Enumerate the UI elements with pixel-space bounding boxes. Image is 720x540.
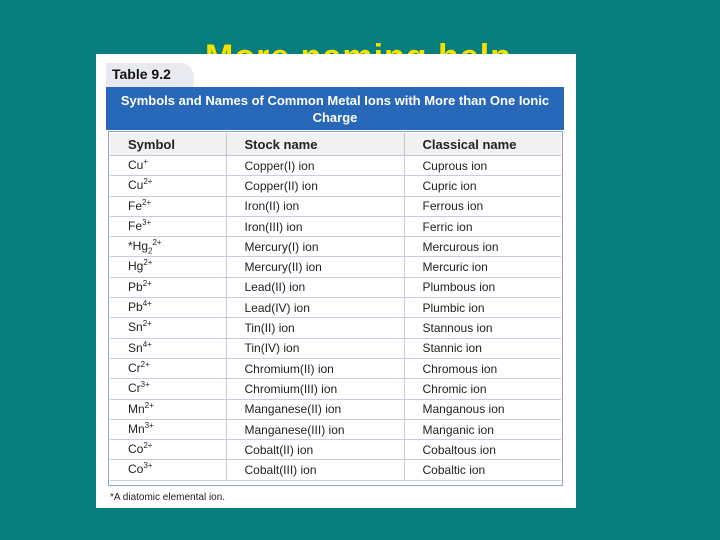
table-caption-bar <box>106 87 564 130</box>
symbol-charge: 3+ <box>140 380 150 390</box>
symbol-cell <box>110 156 226 176</box>
table-row <box>110 358 561 378</box>
symbol-charge: 2+ <box>140 359 150 369</box>
stock-name-cell: Lead(II) ion <box>226 277 404 297</box>
table-row <box>110 419 561 439</box>
symbol-base: Sn <box>128 340 143 355</box>
column-header-classical-name: Classical name <box>404 133 561 156</box>
table-row <box>110 298 561 318</box>
symbol-base: Co <box>128 462 144 477</box>
stock-name-cell: Mercury(I) ion <box>226 237 404 257</box>
stock-name-cell: Tin(II) ion <box>226 318 404 338</box>
symbol-cell <box>110 419 226 439</box>
symbol-cell <box>110 460 226 480</box>
symbol-base: Pb <box>128 279 143 294</box>
stock-name-cell: Chromium(III) ion <box>226 379 404 399</box>
symbol-base: Sn <box>128 320 143 335</box>
classical-name-cell: Cobaltic ion <box>404 460 561 480</box>
symbol-charge: 2+ <box>142 197 152 207</box>
symbol-charge: 4+ <box>142 339 152 349</box>
table-row <box>110 216 561 236</box>
symbol-charge: 2+ <box>143 441 153 451</box>
table-caption: Symbols and Names of Common Metal Ions with More than One Ionic Charge <box>120 92 550 125</box>
column-header-symbol: Symbol <box>110 133 226 156</box>
symbol-cell <box>110 399 226 419</box>
table-label: Table 9.2 <box>112 66 171 82</box>
table-row <box>110 338 561 358</box>
table-row <box>110 460 561 480</box>
table-card <box>96 54 576 508</box>
stock-name-cell: Cobalt(II) ion <box>226 440 404 460</box>
symbol-cell <box>110 196 226 216</box>
symbol-base: Fe <box>128 198 143 213</box>
classical-name-cell: Plumbous ion <box>404 277 561 297</box>
classical-name-cell: Mercurous ion <box>404 237 561 257</box>
symbol-charge: 2+ <box>152 238 162 248</box>
symbol-cell <box>110 379 226 399</box>
symbol-cell <box>110 216 226 236</box>
symbol-charge: 3+ <box>143 461 153 471</box>
table-row <box>110 257 561 277</box>
symbol-base: Co <box>128 442 144 457</box>
symbol-base: Cr <box>128 381 141 396</box>
symbol-subscript: 2 <box>148 246 153 256</box>
stock-name-cell: Manganese(II) ion <box>226 399 404 419</box>
table-row <box>110 399 561 419</box>
classical-name-cell: Chromic ion <box>404 379 561 399</box>
classical-name-cell: Chromous ion <box>404 358 561 378</box>
classical-name-cell: Cuprous ion <box>404 156 561 176</box>
symbol-charge: + <box>143 156 149 166</box>
stock-name-cell: Mercury(II) ion <box>226 257 404 277</box>
table-header-row <box>110 133 561 156</box>
table-row <box>110 237 561 257</box>
classical-name-cell: Plumbic ion <box>404 298 561 318</box>
stock-name-cell: Lead(IV) ion <box>226 298 404 318</box>
symbol-cell <box>110 257 226 277</box>
symbol-cell <box>110 176 226 196</box>
stock-name-cell: Copper(I) ion <box>226 156 404 176</box>
stock-name-cell: Chromium(II) ion <box>226 358 404 378</box>
symbol-base: Mn <box>128 401 145 416</box>
symbol-charge: 2+ <box>142 319 152 329</box>
symbol-charge: 2+ <box>144 400 154 410</box>
classical-name-cell: Ferric ion <box>404 216 561 236</box>
symbol-base: Hg <box>128 259 144 274</box>
classical-name-cell: Cobaltous ion <box>404 440 561 460</box>
symbol-base: Cu <box>128 178 144 193</box>
symbol-base: Cu <box>128 157 144 172</box>
classical-name-cell: Manganous ion <box>404 399 561 419</box>
symbol-charge: 4+ <box>142 299 152 309</box>
stock-name-cell: Cobalt(III) ion <box>226 460 404 480</box>
classical-name-cell: Mercuric ion <box>404 257 561 277</box>
stock-name-cell: Manganese(III) ion <box>226 419 404 439</box>
table-row <box>110 176 561 196</box>
stock-name-cell: Copper(II) ion <box>226 176 404 196</box>
symbol-cell <box>110 338 226 358</box>
symbol-charge: 2+ <box>143 258 153 268</box>
ion-table <box>110 133 561 481</box>
symbol-charge: 3+ <box>142 217 152 227</box>
classical-name-cell: Manganic ion <box>404 419 561 439</box>
symbol-base: Mn <box>128 421 145 436</box>
table-footnote: *A diatomic elemental ion. <box>110 492 226 503</box>
stock-name-cell: Iron(III) ion <box>226 216 404 236</box>
symbol-cell <box>110 277 226 297</box>
table-row <box>110 318 561 338</box>
stock-name-cell: Iron(II) ion <box>226 196 404 216</box>
symbol-cell <box>110 298 226 318</box>
symbol-base: Cr <box>128 360 141 375</box>
symbol-charge: 2+ <box>143 177 153 187</box>
classical-name-cell: Stannous ion <box>404 318 561 338</box>
classical-name-cell: Ferrous ion <box>404 196 561 216</box>
symbol-cell <box>110 358 226 378</box>
symbol-base: *Hg <box>128 239 149 254</box>
table-row <box>110 379 561 399</box>
table-row <box>110 277 561 297</box>
table-row <box>110 196 561 216</box>
symbol-charge: 3+ <box>144 420 154 430</box>
stock-name-cell: Tin(IV) ion <box>226 338 404 358</box>
symbol-base: Fe <box>128 218 143 233</box>
symbol-charge: 2+ <box>142 278 152 288</box>
symbol-cell <box>110 237 226 257</box>
column-header-stock-name: Stock name <box>226 133 404 156</box>
symbol-base: Pb <box>128 300 143 315</box>
symbol-cell <box>110 318 226 338</box>
symbol-cell <box>110 440 226 460</box>
classical-name-cell: Cupric ion <box>404 176 561 196</box>
table-row <box>110 156 561 176</box>
classical-name-cell: Stannic ion <box>404 338 561 358</box>
table-row <box>110 440 561 460</box>
